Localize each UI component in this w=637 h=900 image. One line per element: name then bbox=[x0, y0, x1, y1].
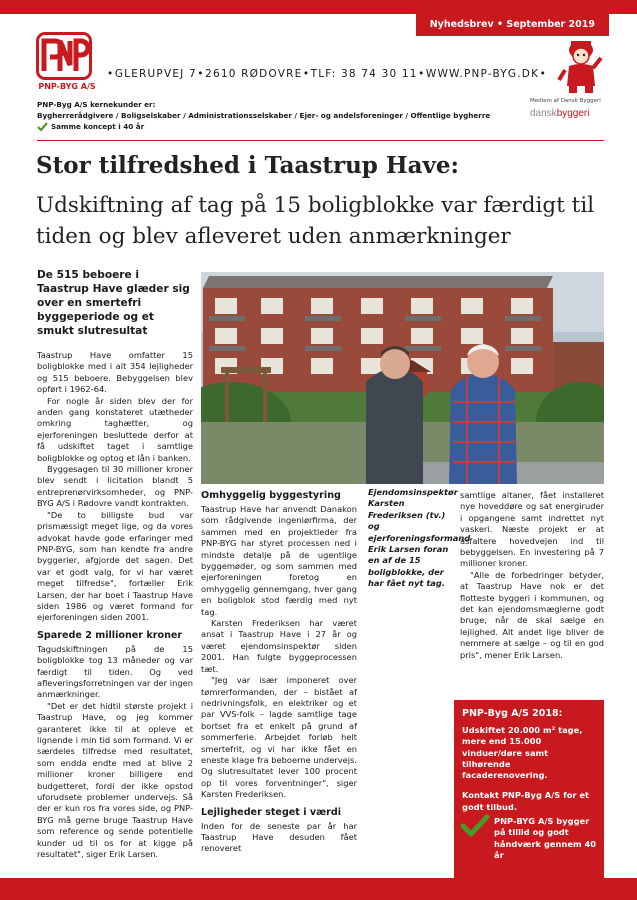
paragraph: "De to billigste bud var prismæssigt meget lige, og da vores advokat havde gode erfaringer med PNP-BYG, som han kendte fra andre byggerier, afgjorde det sagen. Det var et godt valg, for vi har været meget tilfredse", fortæller Erik Larsen, der har boet i Taastrup Have siden 1986 og været formand for ejerforeningen siden 2001. bbox=[37, 509, 193, 623]
paragraph: samtlige altaner, fået installeret nye hoveddøre og sat energiruder i opgangene samt indrettet nyt vaskeri. Næste projekt er at asfaltere hovedvejen ind til bebyggelsen. En investering på 7 millioner kroner. bbox=[460, 490, 604, 569]
address-street: GLERUPVEJ 7 bbox=[114, 68, 197, 80]
article-column-3 bbox=[460, 490, 604, 661]
info-box bbox=[454, 700, 604, 878]
pnp-logo-icon bbox=[39, 35, 89, 77]
concept-text: Samme koncept i 40 år bbox=[51, 122, 145, 131]
bullet: • bbox=[197, 68, 205, 80]
contact-line bbox=[107, 68, 547, 80]
article-photo bbox=[201, 272, 604, 484]
member-text: Medlem af Dansk Byggeri bbox=[530, 98, 601, 104]
pnp-logo[interactable] bbox=[36, 32, 92, 80]
article-subtitle: Udskiftning af tag på 15 boligblokke var færdigt til tiden og blev afleveret uden anmærkninger bbox=[36, 193, 595, 249]
clients-concept bbox=[37, 122, 144, 131]
bullet: • bbox=[539, 68, 547, 80]
photo-caption: Ejendomsinspektør Karsten Frederiksen (tv.) og ejerforeningsformand Erik Larsen foran en af de 15 boligblokke, der har fået nyt tag. bbox=[368, 487, 471, 589]
paragraph: "Jeg var især imponeret over tømrerformanden, der – bistået af nedrivningsfolk, en elektriker og et par VVS-folk – lagde samtlige tage bortset fra et enkelt på grund af sommerferie. Arbejdet forløb helt smertefrit, og vi har ikke fået en eneste klage fra beboerne undervejs. Og slutresultatet lever 100 procent op til vores forventninger", siger Karsten Frederiksen. bbox=[201, 675, 357, 800]
website-link[interactable]: WWW.PNP-BYG.DK bbox=[425, 68, 540, 80]
checkmark-icon bbox=[460, 814, 490, 838]
paragraph: "Det er det hidtil største projekt i Taastrup Have, og jeg kommer garanteret ikke til at opleve et lignende i min tid som formand. Vi er særdeles tilfredse med resultatet, som endda endte med at blive 2 millioner kroner billigere end budgetteret, fordi der ikke opstod uforudsete problemer undervejs. Så der er kun ros fra vores side, og PNP-BYG må gerne bruge Taastrup Have som reference og sende potentielle kunder ud til os for at kigge på resultatet", siger Erik Larsen. bbox=[37, 700, 193, 860]
logo-part-byggeri: byggeri bbox=[556, 108, 590, 119]
clients-heading: PNP-Byg A/S kernekunder er: bbox=[37, 100, 156, 109]
phone: TLF: 38 74 30 11 bbox=[310, 68, 418, 80]
paragraph: For nogle år siden blev der for anden gang konstateret utætheder omkring taghætter, og ejerforeningen besluttede derfor at få udskiftet taget i samtlige boligblokke og optog et lån i banken. bbox=[37, 395, 193, 463]
clients-list: Bygherrerådgivere / Boligselskaber / Administrationsselskaber / Ejer- og andelsforeninger / Offentlige bygherre bbox=[37, 111, 491, 120]
article-column-1 bbox=[37, 350, 193, 860]
article-title: Stor tilfredshed i Taastrup Have: bbox=[36, 152, 460, 179]
info-box-title: PNP-Byg A/S 2018: bbox=[462, 708, 563, 719]
paragraph: Inden for de seneste par år har Taastrup Have desuden fået renoveret bbox=[201, 820, 357, 854]
top-accent-bar bbox=[0, 0, 637, 14]
address-city: 2610 RØDOVRE bbox=[205, 68, 303, 80]
mascot-icon bbox=[555, 36, 603, 94]
checkmark-icon bbox=[37, 122, 48, 131]
newsletter-label: Nyhedsbrev • September 2019 bbox=[416, 14, 609, 36]
section-heading: Lejligheder steget i værdi bbox=[201, 806, 342, 818]
article-lead: De 515 beboere i Taastrup Have glæder sig over en smertefri byggeperiode og et smukt slutresultat bbox=[37, 269, 190, 337]
logo-wordmark: PNP-BYG A/S bbox=[38, 82, 96, 91]
header-divider bbox=[37, 140, 604, 141]
section-heading: Omhyggelig byggestyring bbox=[201, 490, 341, 501]
bullet: • bbox=[418, 68, 426, 80]
section-heading: Sparede 2 millioner kroner bbox=[37, 629, 183, 641]
info-box-slogan: PNP-BYG A/S bygger på tillid og godt håndværk gennem 40 år bbox=[494, 816, 597, 860]
bottom-accent-bar bbox=[0, 878, 637, 900]
paragraph: Taastrup Have har anvendt Danakon som rådgivende ingeniørfirma, der sammen med en projektleder fra PNP-BYG har styret processen ned i mindste detalje på de ugentlige byggemøder, og som sammen med ejerforeningen foretog en omhyggelig gennemgang, hver gang en boligblok stod færdig med nyt tag. bbox=[201, 504, 357, 617]
paragraph: Karsten Frederiksen har været ansat i Taastrup Have i 27 år og været ejendomsinspektør siden 2001. Han fulgte byggeprocessen tæt. bbox=[201, 618, 357, 674]
dansk-byggeri-logo bbox=[530, 108, 590, 119]
bullet: • bbox=[302, 68, 311, 80]
info-box-contact: Kontakt PNP-Byg A/S for et godt tilbud. bbox=[462, 790, 589, 812]
bullet: • bbox=[107, 68, 115, 80]
logo-part-dansk: dansk bbox=[530, 108, 557, 119]
article-column-2 bbox=[201, 490, 357, 855]
paragraph: "Alle de forbedringer betyder, at Taastrup Have nok er det flotteste byggeri i kommunen, og det kan ejendomsmæglerne godt bruge, når de skal sælge en lejlighed. Alt andet lige bliver de nemmere at sælge – og til en god pris", mener Erik Larsen. bbox=[460, 569, 604, 660]
paragraph: Taastrup Have omfatter 15 boligblokke med i alt 354 lejligheder og 515 beboere. Bebyggelsen blev opført i 1962-64. bbox=[37, 350, 193, 395]
info-box-body: Udskiftet 20.000 m² tage, mere end 15.000 vinduer/døre samt tilhørende facaderenovering. bbox=[462, 725, 583, 781]
paragraph: Tagudskiftningen på de 15 boligblokke tog 13 måneder og var færdigt til tiden. Og ved afleveringsforretningen var der ingen anmærkninger. bbox=[37, 643, 193, 700]
paragraph: Byggesagen til 30 millioner kroner blev sendt i licitation blandt 5 entreprenørvirksomheder, og PNP-BYG A/S i Rødovre vandt kontrakten. bbox=[37, 464, 193, 509]
